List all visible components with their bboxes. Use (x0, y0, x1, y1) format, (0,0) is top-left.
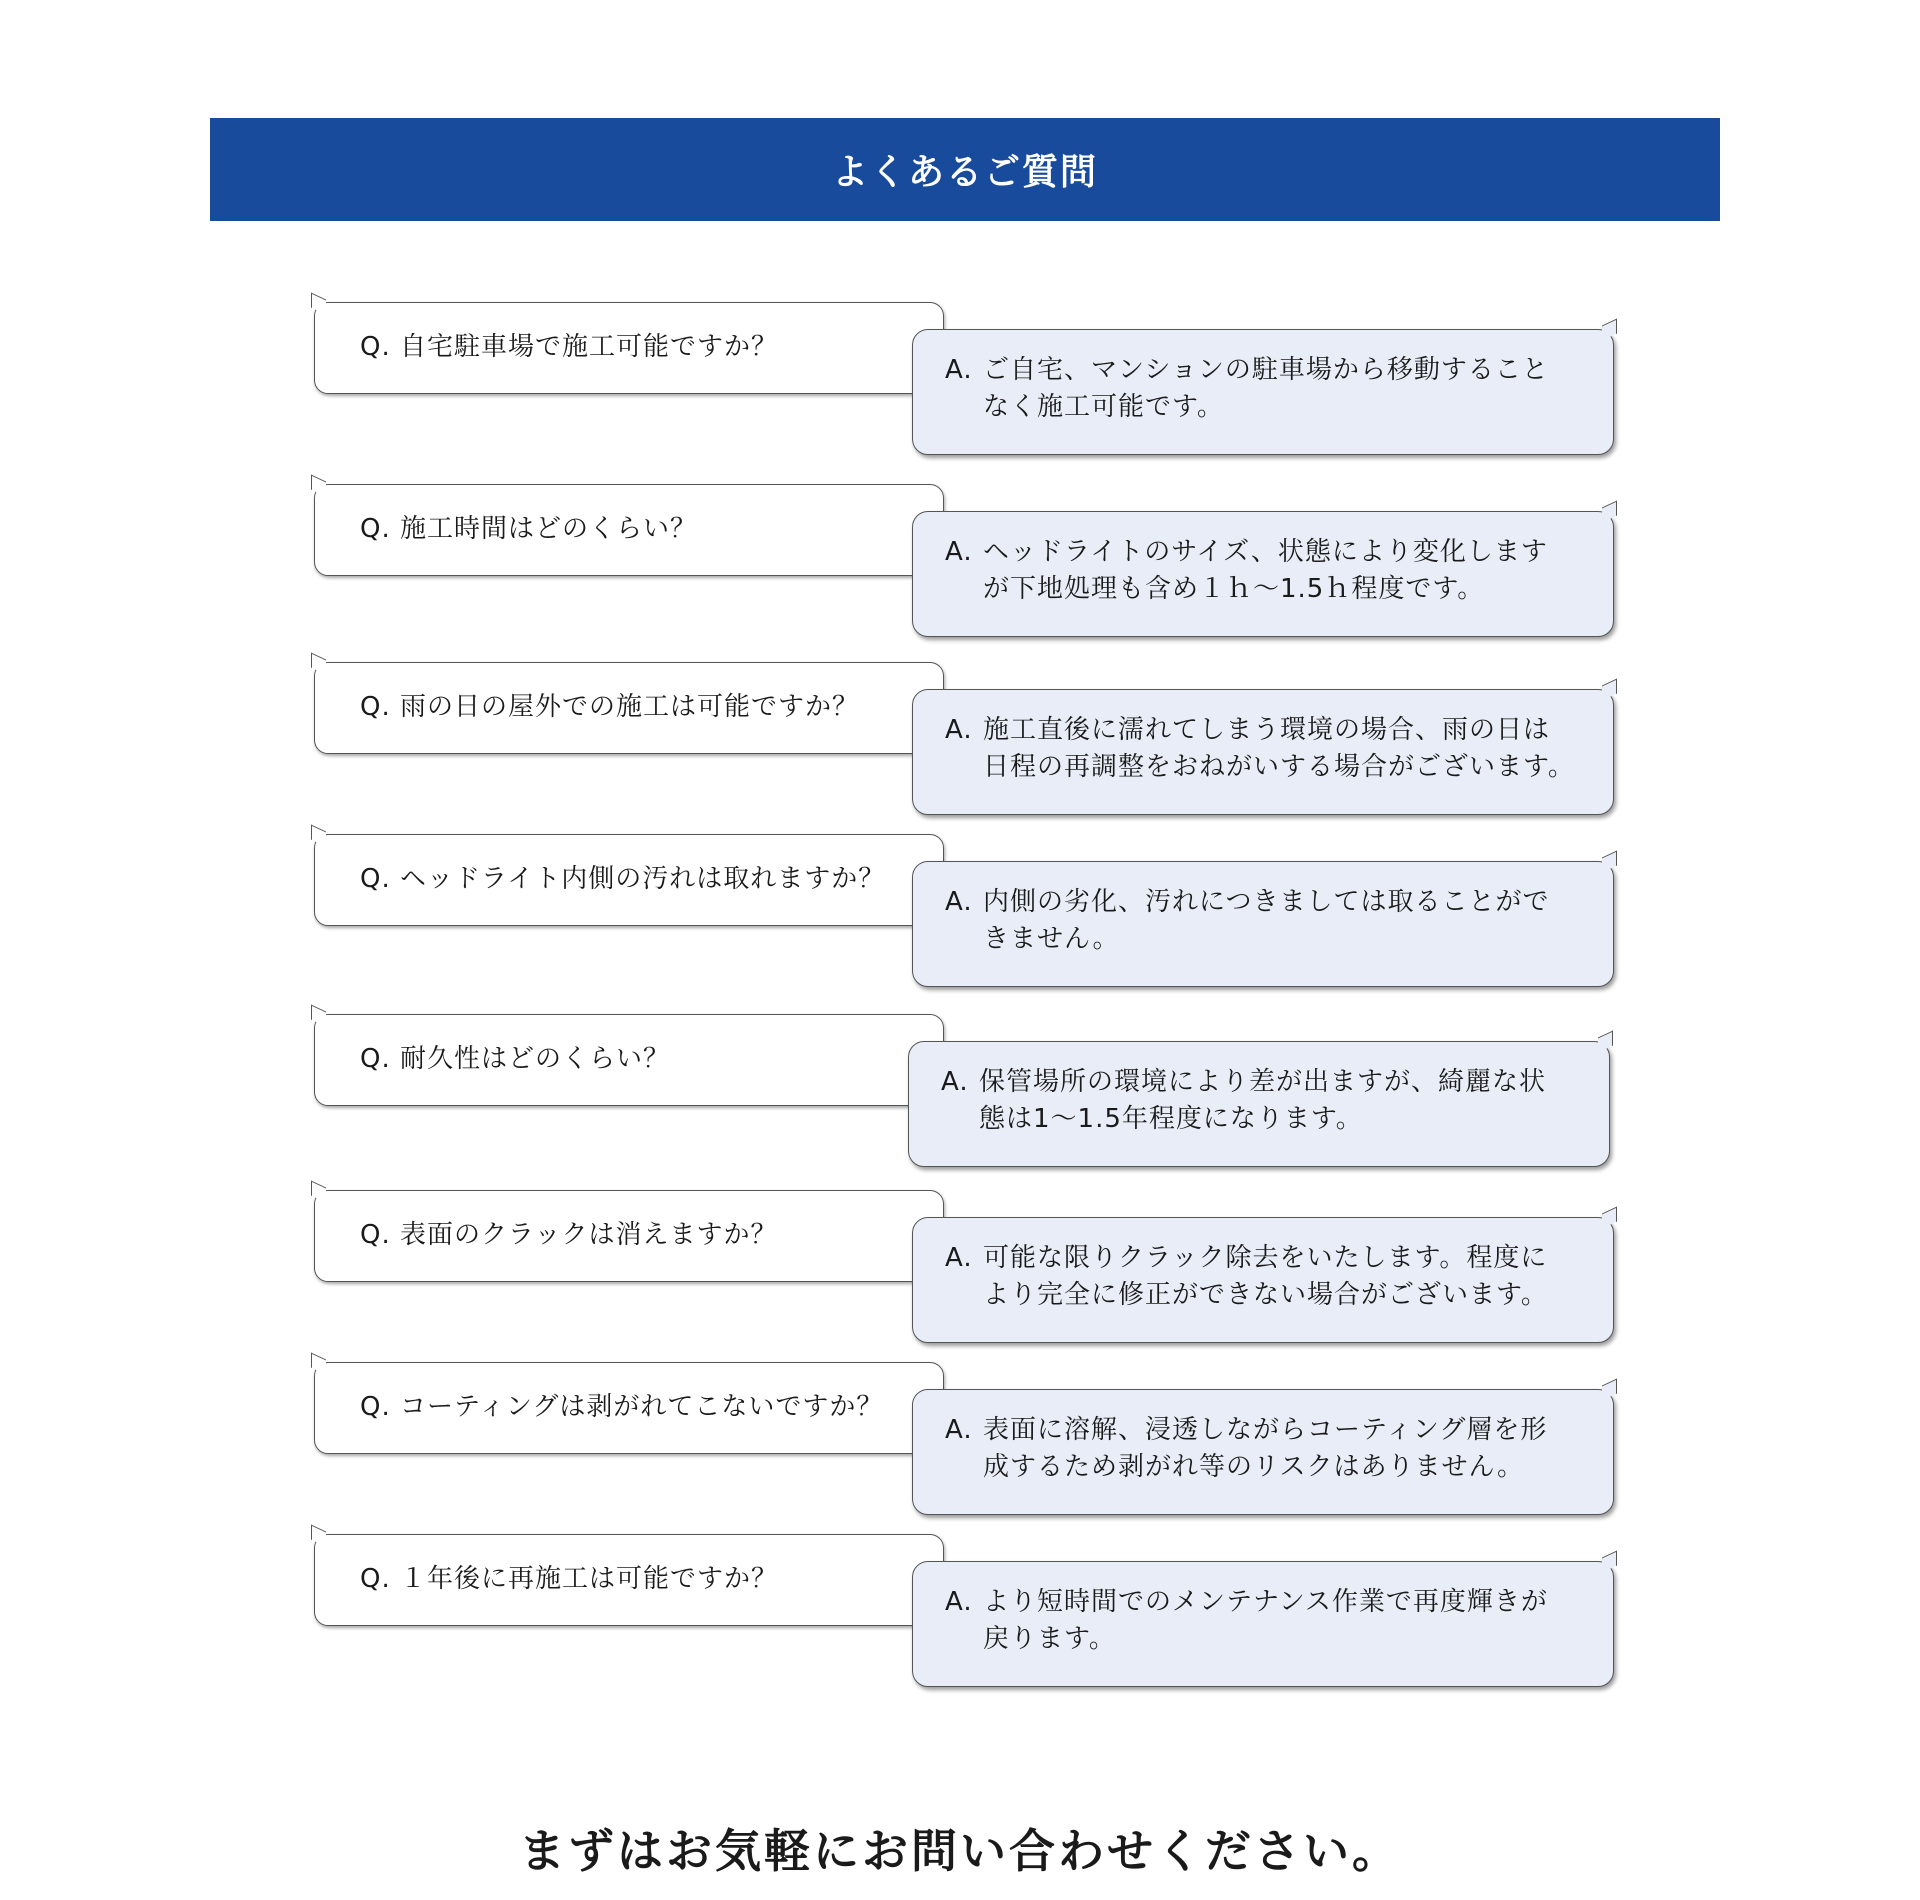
question-text: Q. 雨の日の屋外での施工は可能ですか？ (360, 691, 859, 722)
answer-prefix: A. (945, 537, 973, 567)
faq-item (0, 1362, 1920, 1522)
answer-bubble (912, 1217, 1614, 1343)
question-bubble (314, 662, 944, 754)
question-bubble (314, 302, 944, 394)
answer-prefix: A. (945, 355, 973, 385)
faq-item (0, 834, 1920, 994)
faq-item (0, 484, 1920, 644)
question-text: Q. １年後に再施工は可能ですか？ (360, 1563, 778, 1594)
answer-prefix: A. (941, 1067, 969, 1097)
answer-bubble (912, 329, 1614, 455)
question-text: Q. 表面のクラックは消えますか？ (360, 1219, 778, 1250)
answer-prefix: A. (945, 1587, 973, 1617)
answer-text: 施工直後に濡れてしまう環境の場合、雨の日は 日程の再調整をおねがいする場合がございます。 (983, 715, 1575, 782)
answer-bubble (912, 511, 1614, 637)
question-bubble (314, 1014, 944, 1106)
answer-prefix: A. (945, 1415, 973, 1445)
question-text: Q. 施工時間はどのくらい？ (360, 513, 697, 544)
contact-cta-text: まずはお気軽にお問い合わせください。 (519, 1824, 1401, 1878)
faq-item (0, 1190, 1920, 1350)
question-bubble (314, 1534, 944, 1626)
question-text: Q. 自宅駐車場で施工可能ですか？ (360, 331, 778, 362)
answer-prefix: A. (945, 715, 973, 745)
faq-item (0, 302, 1920, 462)
faq-item (0, 1014, 1920, 1174)
question-bubble (314, 834, 944, 926)
faq-item (0, 1534, 1920, 1694)
question-bubble (314, 1190, 944, 1282)
answer-text: より短時間でのメンテナンス作業で再度輝きが 戻ります。 (983, 1587, 1548, 1654)
question-bubble (314, 1362, 944, 1454)
answer-bubble (908, 1041, 1610, 1167)
answer-bubble (912, 861, 1614, 987)
page-title: よくあるご質問 (831, 152, 1098, 193)
answer-bubble (912, 1561, 1614, 1687)
answer-text: 内側の劣化、汚れにつきましては取ることがで きません。 (983, 887, 1550, 954)
question-text: Q. 耐久性はどのくらい？ (360, 1043, 670, 1074)
answer-prefix: A. (945, 887, 973, 917)
answer-text: ヘッドライトのサイズ、状態により変化します が下地処理も含め１ｈ～1.5ｈ程度です。 (983, 537, 1548, 604)
answer-bubble (912, 1389, 1614, 1515)
question-text: Q. ヘッドライト内側の汚れは取れますか？ (360, 863, 886, 894)
answer-text: 可能な限りクラック除去をいたします。程度に より完全に修正ができない場合がございます。 (983, 1243, 1548, 1310)
faq-item (0, 662, 1920, 822)
answer-text: 表面に溶解、浸透しながらコーティング層を形 成するため剥がれ等のリスクはありません。 (983, 1415, 1548, 1482)
answer-text: 保管場所の環境により差が出ますが、綺麗な状 態は1～1.5年程度になります。 (979, 1067, 1547, 1134)
answer-prefix: A. (945, 1243, 973, 1273)
question-text: Q. コーティングは剥がれてこないですか？ (360, 1391, 884, 1422)
answer-bubble (912, 689, 1614, 815)
answer-text: ご自宅、マンションの駐車場から移動すること なく施工可能です。 (983, 355, 1549, 422)
question-bubble (314, 484, 944, 576)
